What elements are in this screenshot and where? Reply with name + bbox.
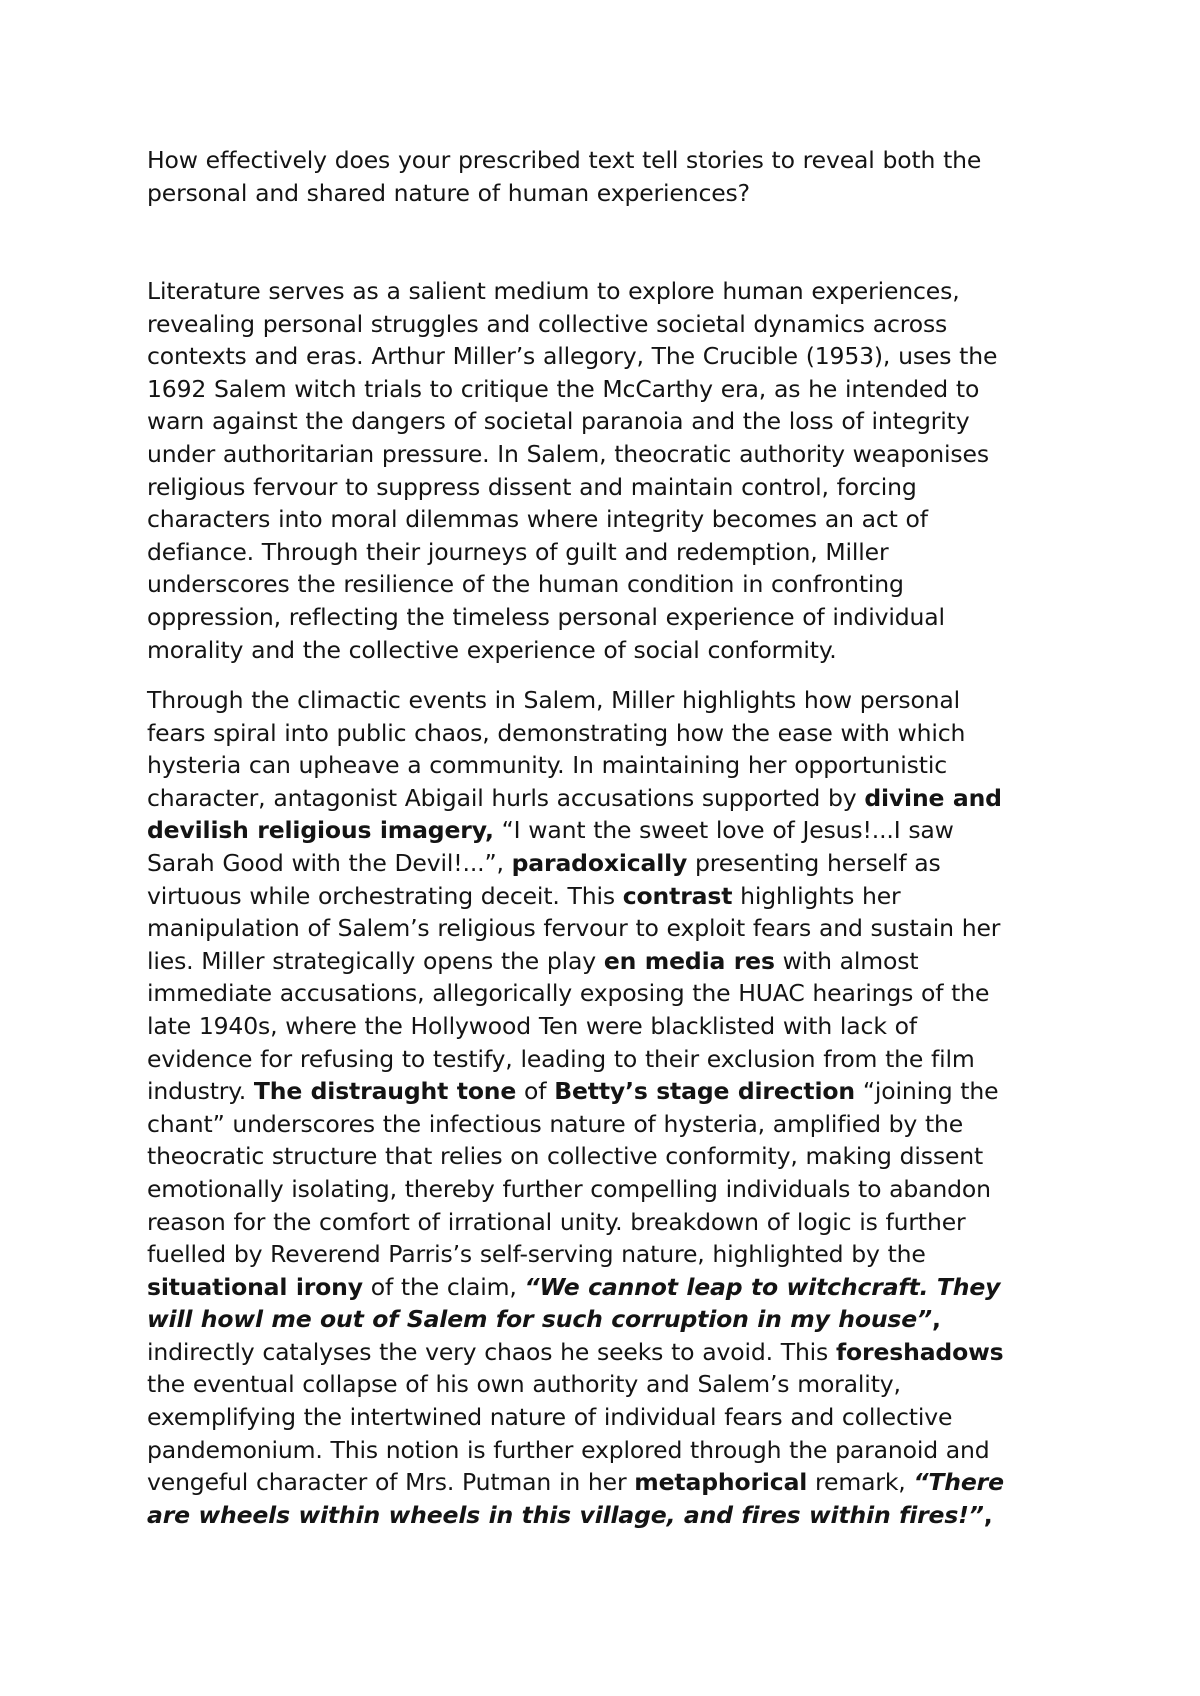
text-run: pandemonium. This notion is further explored through the paranoid and: [147, 1435, 990, 1464]
text-run: remark,: [807, 1468, 914, 1497]
bold-term: paradoxically: [511, 848, 688, 877]
introduction-paragraph: [147, 275, 1067, 666]
text-run: virtuous while orchestrating deceit. This: [147, 881, 623, 910]
paragraph-line: morality and the collective experience of social conformity.: [147, 635, 837, 664]
paragraph-line: [147, 1499, 1067, 1532]
text-run: with almost: [774, 946, 919, 975]
bold-term: foreshadows: [835, 1337, 1004, 1366]
bold-italic-run: [913, 1468, 1003, 1496]
paragraph-line: [147, 1368, 1067, 1401]
text-run: evidence for refusing to testify, leading to their exclusion from the film: [147, 1044, 975, 1073]
paragraph-line: [147, 1108, 1067, 1141]
bold-term: devilish religious imagery,: [147, 816, 494, 845]
bold-term: contrast: [622, 881, 733, 910]
bold-term: Betty’s stage direction: [554, 1077, 855, 1106]
emphasis-quote: are wheels within wheels in this village, and fires within fires!”: [147, 1500, 984, 1529]
paragraph-line: religious fervour to suppress dissent and maintain control, forcing: [147, 472, 917, 501]
paragraph-line: [147, 912, 1067, 945]
text-run: emotionally isolating, thereby further compelling individuals to abandon: [147, 1174, 991, 1203]
paragraph-line: [147, 1010, 1067, 1043]
text-run: of: [516, 1077, 555, 1106]
paragraph-line: [147, 1336, 1067, 1369]
text-run: hysteria can upheave a community. In maintaining her opportunistic: [147, 751, 947, 780]
text-run: manipulation of Salem’s religious fervour to exploit fears and sustain her: [147, 914, 1001, 943]
paragraph-line: underscores the resilience of the human condition in confronting: [147, 570, 904, 599]
bold-italic-run: [147, 1305, 932, 1333]
bold-term: ,: [932, 1305, 941, 1334]
text-run: lies. Miller strategically opens the play: [147, 946, 604, 975]
paragraph-line: [147, 782, 1067, 815]
bold-term: metaphorical: [634, 1468, 808, 1497]
body-paragraph: [147, 684, 1067, 1531]
text-run: Through the climactic events in Salem, Miller highlights how personal: [147, 686, 961, 714]
bold-term: ,: [983, 1500, 993, 1529]
paragraph-line: [147, 945, 1067, 978]
bold-term: en media res: [603, 946, 775, 975]
text-run: theocratic structure that relies on collective conformity, making dissent: [147, 1142, 984, 1171]
paragraph-line: [147, 1140, 1067, 1173]
paragraph-line: [147, 684, 1067, 717]
paragraph-line: [147, 717, 1067, 750]
paragraph-line: [147, 1271, 1067, 1304]
text-run: late 1940s, where the Hollywood Ten were blacklisted with lack of: [147, 1011, 917, 1040]
text-run: the eventual collapse of his own authority and Salem’s morality,: [147, 1370, 901, 1399]
text-run: indirectly catalyses the very chaos he seeks to avoid. This: [147, 1337, 836, 1366]
text-run: presenting herself as: [687, 848, 941, 877]
paragraph-line: [147, 847, 1067, 880]
paragraph-line: [147, 814, 1067, 847]
text-run: of the claim,: [362, 1272, 525, 1301]
paragraph-line: [147, 1075, 1067, 1108]
text-run: highlights her: [732, 881, 901, 910]
paragraph-line: warn against the dangers of societal paranoia and the loss of integrity: [147, 407, 970, 436]
text-run: fears spiral into public chaos, demonstrating how the ease with which: [147, 718, 966, 747]
paragraph-line: characters into moral dilemmas where integrity becomes an act of: [147, 505, 928, 534]
paragraph-line: [147, 1303, 1067, 1336]
text-run: exemplifying the intertwined nature of individual fears and collective: [147, 1403, 953, 1432]
bold-italic-run: [525, 1273, 1001, 1301]
question-line: personal and shared nature of human experiences?: [147, 178, 750, 207]
essay-question: [147, 144, 1067, 209]
paragraph-line: under authoritarian pressure. In Salem, theocratic authority weaponises: [147, 439, 989, 468]
paragraph-line: [147, 1043, 1067, 1076]
text-run: reason for the comfort of irrational unity. breakdown of logic is further: [147, 1207, 966, 1236]
text-run: fuelled by Reverend Parris’s self-serving nature, highlighted by the: [147, 1240, 926, 1269]
paragraph-line: [147, 880, 1067, 913]
bold-term: The distraught tone: [253, 1077, 517, 1106]
text-run: vengeful character of Mrs. Putman in her: [147, 1468, 635, 1497]
paragraph-line: defiance. Through their journeys of guilt and redemption, Miller: [147, 537, 889, 566]
emphasis-quote: “We cannot leap to witchcraft. They: [524, 1272, 1001, 1301]
text-run: “joining the: [855, 1077, 999, 1106]
text-run: “I want the sweet love of Jesus!...I saw: [493, 816, 954, 845]
paragraph-line: revealing personal struggles and collective societal dynamics across: [147, 309, 948, 338]
paragraph-line: [147, 749, 1067, 782]
paragraph-line: Literature serves as a salient medium to explore human experiences,: [147, 277, 960, 305]
bold-italic-run: [147, 1501, 984, 1529]
paragraph-line: [147, 1401, 1067, 1434]
text-run: Sarah Good with the Devil!...”,: [147, 848, 512, 877]
text-run: immediate accusations, allegorically exposing the HUAC hearings of the: [147, 979, 990, 1008]
paragraph-line: contexts and eras. Arthur Miller’s allegory, The Crucible (1953), uses the: [147, 342, 998, 371]
emphasis-quote: “There: [913, 1468, 1004, 1497]
paragraph-line: [147, 1434, 1067, 1467]
bold-term: divine and: [864, 783, 1002, 812]
bold-term: situational irony: [147, 1272, 363, 1301]
text-run: character, antagonist Abigail hurls accusations supported by: [147, 783, 865, 812]
paragraph-line: 1692 Salem witch trials to critique the McCarthy era, as he intended to: [147, 374, 980, 403]
paragraph-line: [147, 1466, 1067, 1499]
paragraph-line: [147, 1238, 1067, 1271]
paragraph-line: [147, 977, 1067, 1010]
text-run: industry.: [147, 1077, 254, 1106]
paragraph-line: oppression, reflecting the timeless personal experience of individual: [147, 602, 945, 631]
paragraph-line: [147, 1206, 1067, 1239]
emphasis-quote: will howl me out of Salem for such corruption in my house”: [147, 1305, 933, 1334]
question-line: How effectively does your prescribed text tell stories to reveal both the: [147, 146, 982, 174]
paragraph-line: [147, 1173, 1067, 1206]
text-run: chant” underscores the infectious nature of hysteria, amplified by the: [147, 1109, 964, 1138]
